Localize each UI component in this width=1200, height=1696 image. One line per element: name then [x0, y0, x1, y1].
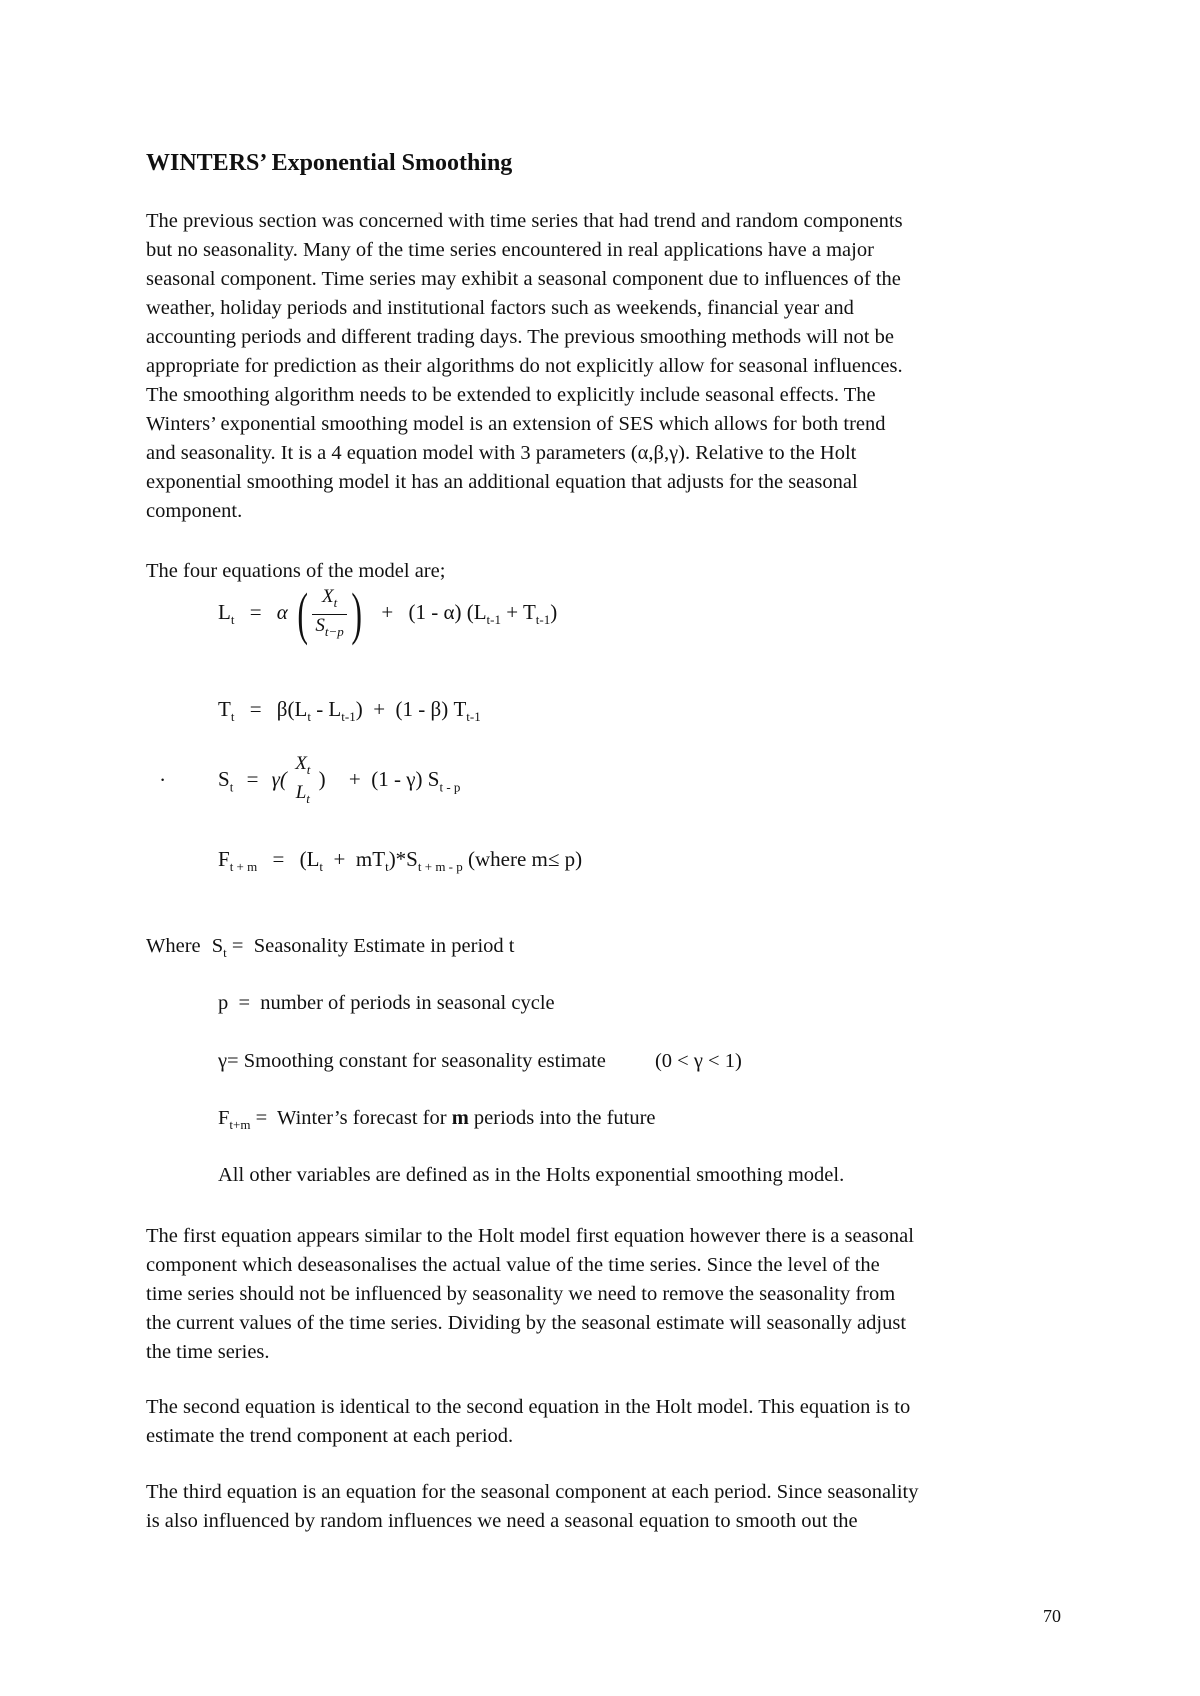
text-line: component which deseasonalises the actual value of the time series. Since the level of the — [146, 1254, 880, 1276]
text-line: seasonal component. Time series may exhibit a seasonal component due to influences of the — [146, 268, 901, 290]
definition-seasonality: Where $S_t$ = Seasonality Estimate in period t — [146, 935, 515, 961]
text-line: The first equation appears similar to the Holt model first equation however there is a seasonal — [146, 1225, 914, 1247]
text-line: estimate the trend component at each period. — [146, 1425, 514, 1447]
definition-gamma: γ= Smoothing constant for seasonality estimate (0 < γ < 1) — [218, 1050, 742, 1072]
text-line: accounting periods and different trading days. The previous smoothing methods will not be — [146, 326, 894, 348]
text-line: The previous section was concerned with time series that had trend and random components — [146, 210, 903, 232]
seasonal-equation-bullet: . — [160, 762, 166, 786]
trend-equation: $T_t = \beta(L_t - L_{t-1}) + (1 - \beta)$ $T_{t-1}$ — [218, 697, 481, 725]
page-number: 70 — [1043, 1606, 1061, 1626]
text-line: weather, holiday periods and institutional factors such as weekends, financial year and — [146, 297, 854, 319]
text-line: the time series. — [146, 1341, 270, 1363]
level-equation: $L_t = \alpha$ ( $\frac{X_t}{S_{t-p}}$ ) + (1 - α) $(L_{t-1} + T_{t-1})$ — [218, 581, 558, 646]
text-line: The second equation is identical to the second equation in the Holt model. This equation is to — [146, 1396, 911, 1418]
seasonal-equation: $S_t = \gamma$( $\frac{X_t}{L_t}$ ) + (1 - γ) $S_{t - p}$ — [218, 753, 460, 810]
definition-other: All other variables are defined as in the Holts exponential smoothing model. — [218, 1164, 845, 1186]
text-line: is also influenced by random influences we need a seasonal equation to smooth out the — [146, 1510, 858, 1532]
definition-forecast: $F_{t+m}$ = Winter’s forecast for m periods into the future — [218, 1107, 656, 1133]
definition-periods: p = number of periods in seasonal cycle — [218, 992, 555, 1014]
text-line: but no seasonality. Many of the time series encountered in real applications have a major — [146, 239, 874, 261]
paragraph-second-equation — [146, 1393, 1086, 1451]
intro-paragraph — [146, 207, 1086, 526]
text-line: Winters’ exponential smoothing model is an extension of SES which allows for both trend — [146, 413, 886, 435]
text-line: The third equation is an equation for the seasonal component at each period. Since seasonality — [146, 1481, 919, 1503]
equations-intro: The four equations of the model are; — [146, 560, 446, 582]
text-line: component. — [146, 500, 243, 522]
text-line: time series should not be influenced by seasonality we need to remove the seasonality from — [146, 1283, 896, 1305]
text-line: and seasonality. It is a 4 equation model with 3 parameters (α,β,γ). Relative to the Holt — [146, 442, 857, 464]
forecast-equation: $F_{t + m} = (L_t + mT_t)*S_{t + m - p}$ (where m≤ p) — [218, 847, 583, 875]
fraction: $\frac{X_t}{S_{t-p}}$ — [312, 586, 346, 643]
paragraph-first-equation — [146, 1222, 1086, 1367]
text-line: exponential smoothing model it has an additional equation that adjusts for the seasonal — [146, 471, 858, 493]
text-line: the current values of the time series. Dividing by the seasonal estimate will seasonally adjust — [146, 1312, 907, 1334]
paragraph-third-equation — [146, 1478, 1086, 1536]
section-title: WINTERS’ Exponential Smoothing — [146, 150, 513, 176]
text-line: appropriate for prediction as their algorithms do not explicitly allow for seasonal influences. — [146, 355, 903, 377]
fraction: $\frac{X_t}{L_t}$ — [292, 753, 313, 810]
text-line: The smoothing algorithm needs to be extended to explicitly include seasonal effects. The — [146, 384, 876, 406]
